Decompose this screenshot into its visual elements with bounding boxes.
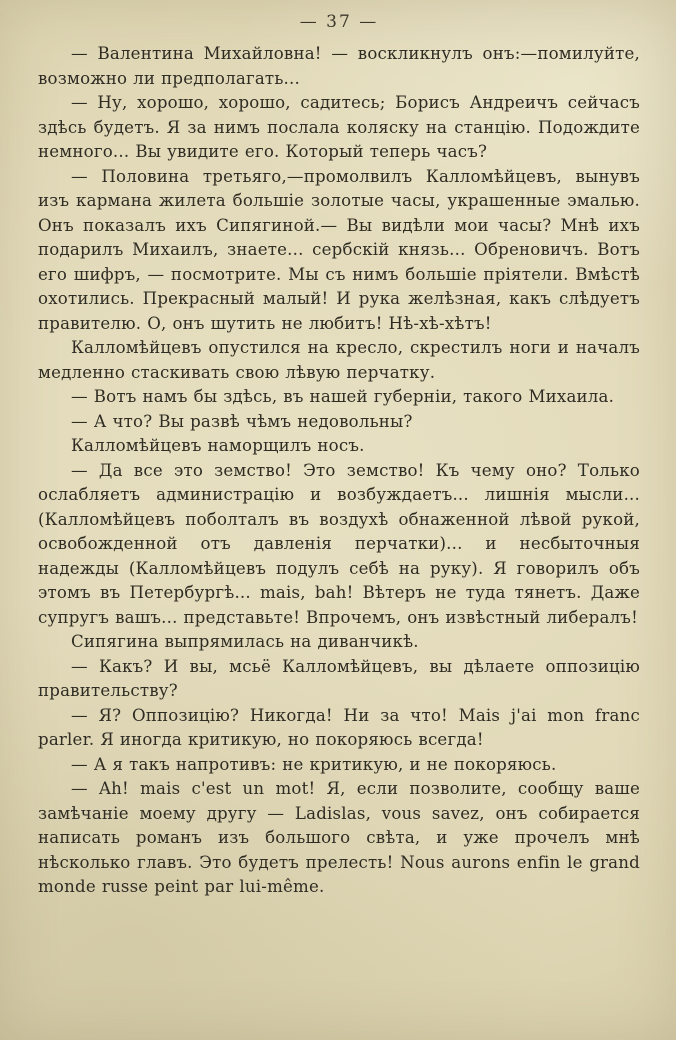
paragraph: Калломѣйцевъ наморщилъ носъ. <box>71 436 365 455</box>
paragraph: — А что? Вы развѣ чѣмъ недовольны? <box>71 411 413 431</box>
paragraph: — Валентина Михайловна! — воскликнулъ онъ:—помилуйте, возможно ли предполагать... <box>38 44 640 88</box>
paragraph: — Да все это земство! Это земство! Къ чему оно? Только ослабляетъ администрацію и возбуждаетъ... лишнія мысли... (Калломѣйцевъ поболталъ въ воздухѣ обнаженной лѣвой рукой, освобожденной отъ давленія перчатки)... и несбыточныя надежды (Калломѣйцевъ подулъ себѣ на руку). Я говорилъ объ этомъ въ Петербургѣ... mais, bah! Вѣтеръ не туда тянетъ. Даже супругъ вашъ... представьте! Впрочемъ, онъ извѣстный либералъ! <box>38 460 640 627</box>
paragraph: — Вотъ намъ бы здѣсь, въ нашей губерніи, такого Михаила. <box>71 387 615 406</box>
paragraph: Калломѣйцевъ опустился на кресло, скрестилъ ноги и началъ медленно стаскивать свою лѣвую перчатку. <box>38 338 640 382</box>
paragraph: — Ah! mais c'est un mot! Я, если позволите, сообщу ваше замѣчаніе моему другу — Ladislas, vous savez, онъ собирается написать романъ изъ большого свѣта, и уже прочелъ мнѣ нѣсколько главъ. Это будетъ прелесть! Nous aurons enfin le grand monde russe peint par lui-même. <box>38 779 640 896</box>
paragraph: — Ну, хорошо, хорошо, садитесь; Борисъ Андреичъ сейчасъ здѣсь будетъ. Я за нимъ послала коляску на станцію. Подождите немного... Вы увидите его. Который теперь часъ? <box>38 93 640 161</box>
paragraph: — Половина третьяго,—промолвилъ Калломѣйцевъ, вынувъ изъ кармана жилета большіе золотые часы, украшенные эмалью. Онъ показалъ ихъ Сипягиной.— Вы видѣли мои часы? Мнѣ ихъ подарилъ Михаилъ, знаете... сербскій князь... Обреновичъ. Вотъ его шифръ, — посмотрите. Мы съ нимъ большіе пріятели. Вмѣстѣ охотились. Прекрасный малый! И рука желѣзная, какъ слѣдуетъ правителю. О, онъ шутить не любитъ! Нѣ-хѣ-хѣтъ! <box>38 166 640 333</box>
text-block <box>38 42 640 900</box>
paragraph: — Какъ? И вы, мсьё Калломѣйцевъ, вы дѣлаете оппозицію правительству? <box>38 656 640 700</box>
page-number: — 37 — <box>299 12 379 32</box>
paragraph: — А я такъ напротивъ: не критикую, и не покоряюсь. <box>71 754 557 774</box>
paragraph: — Я? Оппозицію? Никогда! Ни за что! Mais j'ai mon franc parler. Я иногда критикую, но покоряюсь всегда! <box>38 705 640 749</box>
paragraph: Сипягина выпрямилась на диванчикѣ. <box>71 632 419 651</box>
